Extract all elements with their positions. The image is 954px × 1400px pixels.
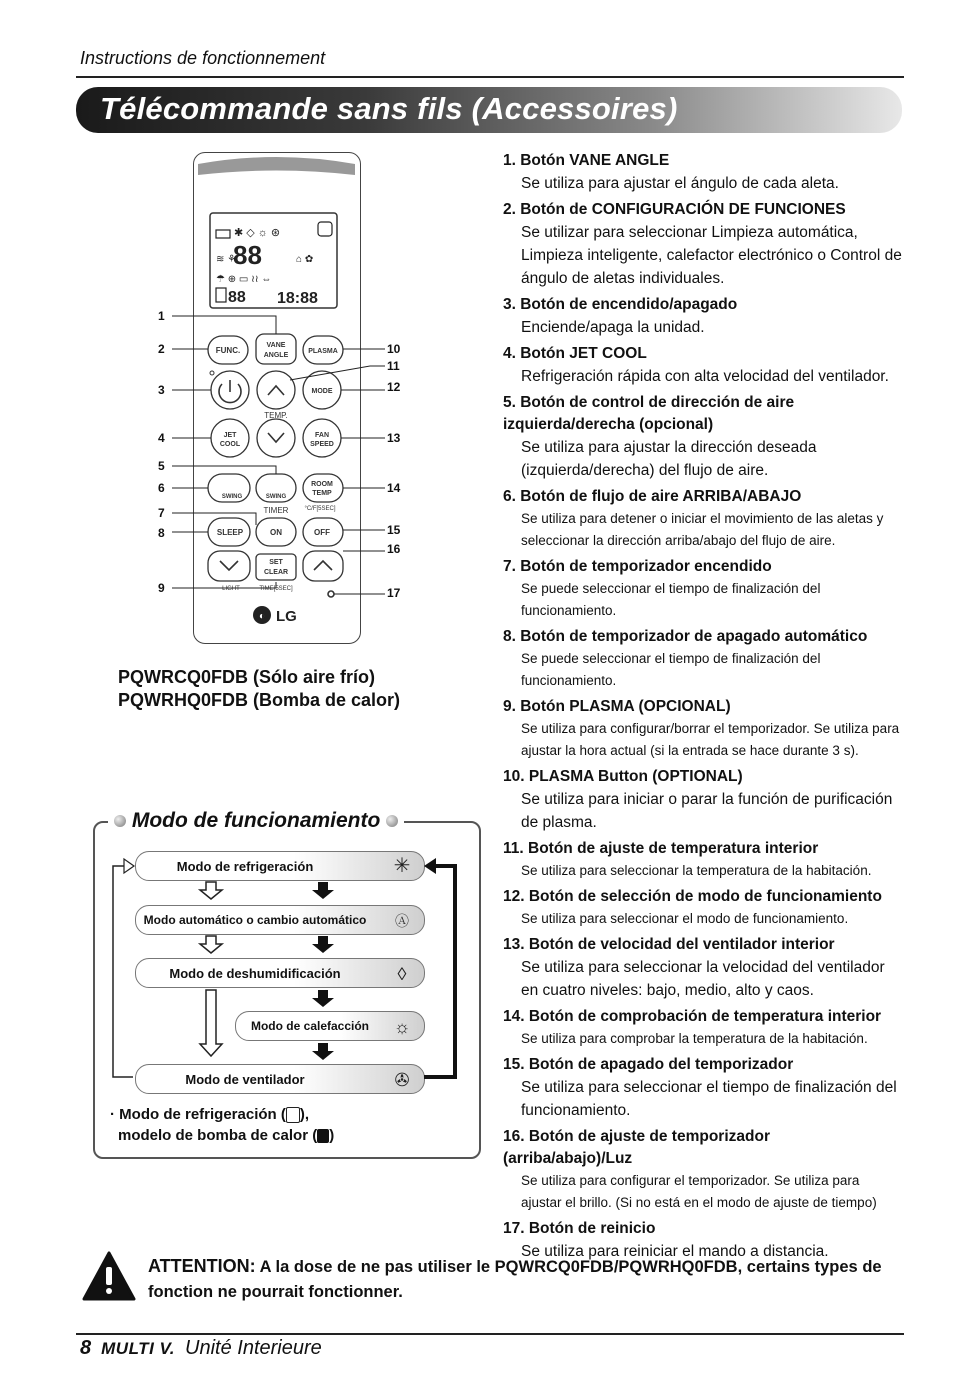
function-item bbox=[503, 1126, 903, 1214]
svg-text:4: 4 bbox=[158, 431, 165, 445]
function-item bbox=[503, 1054, 903, 1122]
svg-text:11: 11 bbox=[387, 359, 400, 373]
function-title: 13. Botón de velocidad del ventilador interior bbox=[503, 936, 835, 953]
mode-fan: Modo de ventilador bbox=[135, 1064, 425, 1094]
mode-dehumidify: Modo de deshumidificación bbox=[135, 958, 425, 988]
time-label: TIME[5SEC] bbox=[259, 586, 293, 592]
function-item bbox=[503, 199, 903, 290]
function-item bbox=[503, 294, 903, 339]
function-item bbox=[503, 766, 903, 834]
svg-text:10: 10 bbox=[387, 342, 401, 356]
function-description: Se utiliza para seleccionar el modo de funcionamiento. bbox=[521, 911, 849, 926]
room-label-2: TEMP bbox=[312, 490, 332, 497]
jet-label-2: COOL bbox=[219, 441, 241, 448]
temp-label: TEMP. bbox=[264, 411, 288, 420]
function-item bbox=[503, 556, 903, 622]
svg-text:1: 1 bbox=[158, 309, 165, 323]
function-title: 16. Botón de ajuste de temporizador (arriba/abajo)/Luz bbox=[503, 1128, 770, 1167]
modes-flow-diagram bbox=[95, 840, 475, 1100]
function-description: Se utiliza para comprobar la temperatura de la habitación. bbox=[521, 1031, 868, 1046]
svg-text:17: 17 bbox=[387, 586, 401, 600]
attention-text: A la dose de ne pas utiliser le PQWRCQ0FDB/PQWRHQ0FDB, certains types de fonction ne pourrait fonctionner. bbox=[148, 1258, 882, 1301]
swing-a-label: SWING bbox=[221, 494, 243, 500]
function-title: 17. Botón de reinicio bbox=[503, 1220, 656, 1237]
function-item bbox=[503, 150, 903, 195]
function-description: Se puede seleccionar el tiempo de finalización del funcionamiento. bbox=[521, 581, 821, 618]
page-title: Télécommande sans fils (Accessoires) bbox=[100, 91, 678, 126]
fan-icon: ✇ bbox=[394, 1070, 410, 1090]
timer-label: TIMER bbox=[263, 506, 289, 515]
modes-title-text: Modo de funcionamiento bbox=[131, 809, 381, 832]
remote-control-illustration bbox=[140, 150, 410, 650]
function-title: 10. PLASMA Button (OPTIONAL) bbox=[503, 768, 743, 785]
plasma-label: PLASMA bbox=[308, 348, 338, 355]
function-description: Se utiliza para ajustar la dirección deseada (izquierda/derecha) del flujo de aire. bbox=[521, 439, 817, 479]
svg-text:18:88: 18:88 bbox=[277, 290, 318, 307]
mode-label: MODE bbox=[311, 388, 333, 395]
function-title: 12. Botón de selección de modo de funcionamiento bbox=[503, 888, 882, 905]
vane-label-1: VANE bbox=[266, 342, 286, 349]
function-title: 8. Botón de temporizador de apagado automático bbox=[503, 628, 868, 645]
water-drop-icon: ◊ bbox=[397, 964, 407, 984]
model-heat-pump: PQWRHQ0FDB (Bomba de calor) bbox=[118, 690, 401, 710]
function-item bbox=[503, 886, 903, 930]
function-item bbox=[503, 392, 903, 482]
function-description: Se utilizar para seleccionar Limpieza automática, Limpieza inteligente, calefactor electrónico o Control de ángulo de aletas individuales. bbox=[521, 224, 902, 287]
off-label: OFF bbox=[314, 528, 330, 537]
cf-label: °C/F[5SEC] bbox=[304, 506, 336, 512]
function-item bbox=[503, 934, 903, 1002]
svg-text:3: 3 bbox=[158, 383, 165, 397]
model-cool-only: PQWRCQ0FDB (Sólo aire frío) bbox=[118, 667, 376, 687]
function-description: Se utiliza para seleccionar la temperatura de la habitación. bbox=[521, 863, 872, 878]
header-divider bbox=[76, 76, 904, 78]
hollow-arrow-icon bbox=[286, 1107, 300, 1123]
brand-logo: MULTI V. bbox=[101, 1338, 176, 1358]
room-temp-button bbox=[303, 474, 343, 502]
function-title: 15. Botón de apagado del temporizador bbox=[503, 1056, 794, 1073]
svg-text:16: 16 bbox=[387, 542, 401, 556]
sun-icon: ☼ bbox=[393, 1017, 411, 1037]
bullet-icon bbox=[114, 815, 126, 827]
light-label: LIGHT bbox=[222, 586, 240, 592]
svg-text:15: 15 bbox=[387, 523, 401, 537]
footer-text: Unité Interieure bbox=[185, 1337, 322, 1359]
function-title: 11. Botón de ajuste de temperatura interior bbox=[503, 840, 819, 857]
function-item bbox=[503, 486, 903, 552]
function-description: Se utiliza para reiniciar el mando a distancia. bbox=[521, 1243, 829, 1260]
function-description: Refrigeración rápida con alta velocidad del ventilador. bbox=[521, 368, 889, 385]
function-item bbox=[503, 343, 903, 388]
svg-text:◐: ◐ bbox=[258, 611, 266, 622]
remote-buttons bbox=[208, 334, 343, 581]
svg-text:13: 13 bbox=[387, 431, 401, 445]
function-description: Enciende/apaga la unidad. bbox=[521, 319, 705, 336]
jet-label-1: JET bbox=[223, 432, 237, 439]
mode-note: · Modo de refrigeración ( ), modelo de bomba de calor ( ) bbox=[110, 1106, 335, 1144]
fan-label-2: SPEED bbox=[310, 441, 334, 448]
bullet-icon bbox=[386, 815, 398, 827]
function-title: 2. Botón de CONFIGURACIÓN DE FUNCIONES bbox=[503, 201, 846, 218]
vane-angle-button bbox=[256, 334, 296, 364]
room-label-1: ROOM bbox=[311, 481, 333, 488]
fan-label-1: FAN bbox=[315, 432, 329, 439]
vane-label-2: ANGLE bbox=[263, 352, 289, 359]
svg-text:9: 9 bbox=[158, 581, 165, 595]
function-title: 3. Botón de encendido/apagado bbox=[503, 296, 738, 313]
section-header: Instructions de fonctionnement bbox=[80, 48, 326, 68]
function-item bbox=[503, 838, 903, 882]
set-label-1: SET bbox=[269, 559, 283, 566]
svg-text:12: 12 bbox=[387, 380, 401, 394]
lg-logo-text: LG bbox=[276, 608, 297, 625]
function-description: Se utiliza para configurar/borrar el temporizador. Se utiliza para ajustar la hora actual (si la entrada se hace durante 3 s). bbox=[521, 721, 900, 758]
svg-text:2: 2 bbox=[158, 342, 165, 356]
auto-mode-icon: Ⓐ bbox=[395, 913, 409, 929]
svg-text:88: 88 bbox=[233, 240, 262, 270]
temp-up-button bbox=[257, 371, 295, 409]
function-description: Se utiliza para ajustar el ángulo de cada aleta. bbox=[521, 175, 839, 192]
svg-text:☂ ⊕ ▭ ≀≀ ⇔: ☂ ⊕ ▭ ≀≀ ⇔ bbox=[216, 274, 272, 285]
function-item bbox=[503, 696, 903, 762]
svg-text:8: 8 bbox=[158, 526, 165, 540]
function-description: Se utiliza para seleccionar el tiempo de finalización del funcionamiento. bbox=[521, 1079, 897, 1119]
swing-b-label: SWING bbox=[265, 494, 287, 500]
timer-down-button bbox=[208, 551, 250, 581]
mode-auto: Modo automático o cambio automático bbox=[135, 905, 425, 935]
attention-label: ATTENTION: bbox=[148, 1256, 256, 1276]
sleep-label: SLEEP bbox=[216, 528, 244, 537]
svg-text:5: 5 bbox=[158, 459, 165, 473]
operation-modes-title bbox=[108, 809, 404, 833]
button-function-list bbox=[503, 150, 903, 1267]
loop-line-left bbox=[113, 866, 133, 1077]
footer bbox=[80, 1337, 322, 1360]
hollow-arrows bbox=[200, 882, 222, 1056]
set-label-2: CLEAR bbox=[263, 569, 289, 576]
warning-icon bbox=[81, 1250, 137, 1302]
function-title: 9. Botón PLASMA (OPCIONAL) bbox=[503, 698, 731, 715]
solid-arrows bbox=[312, 882, 334, 1060]
svg-text:≋ ⚘: ≋ ⚘ bbox=[216, 254, 237, 265]
function-title: 6. Botón de flujo de aire ARRIBA/ABAJO bbox=[503, 488, 802, 505]
function-item bbox=[503, 626, 903, 692]
function-description: Se utiliza para iniciar o parar la función de purificación de plasma. bbox=[521, 791, 893, 831]
footer-divider bbox=[76, 1333, 904, 1335]
svg-text:88: 88 bbox=[228, 289, 246, 306]
svg-text:✱ ◇ ☼ ⊛: ✱ ◇ ☼ ⊛ bbox=[234, 227, 281, 239]
function-description: Se puede seleccionar el tiempo de finalización del funcionamiento. bbox=[521, 651, 821, 688]
loop-line-right bbox=[424, 866, 455, 1077]
on-label: ON bbox=[270, 528, 282, 537]
function-description: Se utiliza para seleccionar la velocidad del ventilador en cuatro niveles: bajo, medio, alto y caos. bbox=[521, 959, 885, 999]
mode-heating: Modo de calefacción bbox=[235, 1011, 425, 1041]
mode-cooling: Modo de refrigeración bbox=[135, 851, 425, 881]
function-title: 14. Botón de comprobación de temperatura interior bbox=[503, 1008, 882, 1025]
snowflake-icon: ✳ bbox=[393, 855, 411, 877]
svg-text:14: 14 bbox=[387, 481, 401, 495]
function-description: Se utiliza para detener o iniciar el movimiento de las aletas y seleccionar la dirección arriba/abajo del flujo de aire. bbox=[521, 511, 884, 548]
function-description: Se utiliza para configurar el temporizador. Se utiliza para ajustar el brillo. (Si no está en el modo de ajuste de tiempo) bbox=[521, 1173, 877, 1210]
timer-up-button bbox=[303, 551, 343, 581]
svg-text:⌂ ✿: ⌂ ✿ bbox=[296, 254, 314, 265]
function-item bbox=[503, 1006, 903, 1050]
temp-down-button bbox=[257, 419, 295, 457]
attention-notice bbox=[148, 1254, 908, 1305]
function-title: 7. Botón de temporizador encendido bbox=[503, 558, 772, 575]
solid-arrow-icon bbox=[317, 1129, 329, 1143]
page-number: 8 bbox=[80, 1337, 92, 1359]
remote-top-cap bbox=[198, 157, 355, 175]
set-clear-button bbox=[256, 554, 296, 580]
function-title: 4. Botón JET COOL bbox=[503, 345, 647, 362]
func-label: FUNC. bbox=[215, 346, 241, 355]
function-title: 5. Botón de control de dirección de aire izquierda/derecha (opcional) bbox=[503, 394, 795, 433]
function-title: 1. Botón VANE ANGLE bbox=[503, 152, 670, 169]
svg-text:7: 7 bbox=[158, 506, 165, 520]
svg-text:6: 6 bbox=[158, 481, 165, 495]
